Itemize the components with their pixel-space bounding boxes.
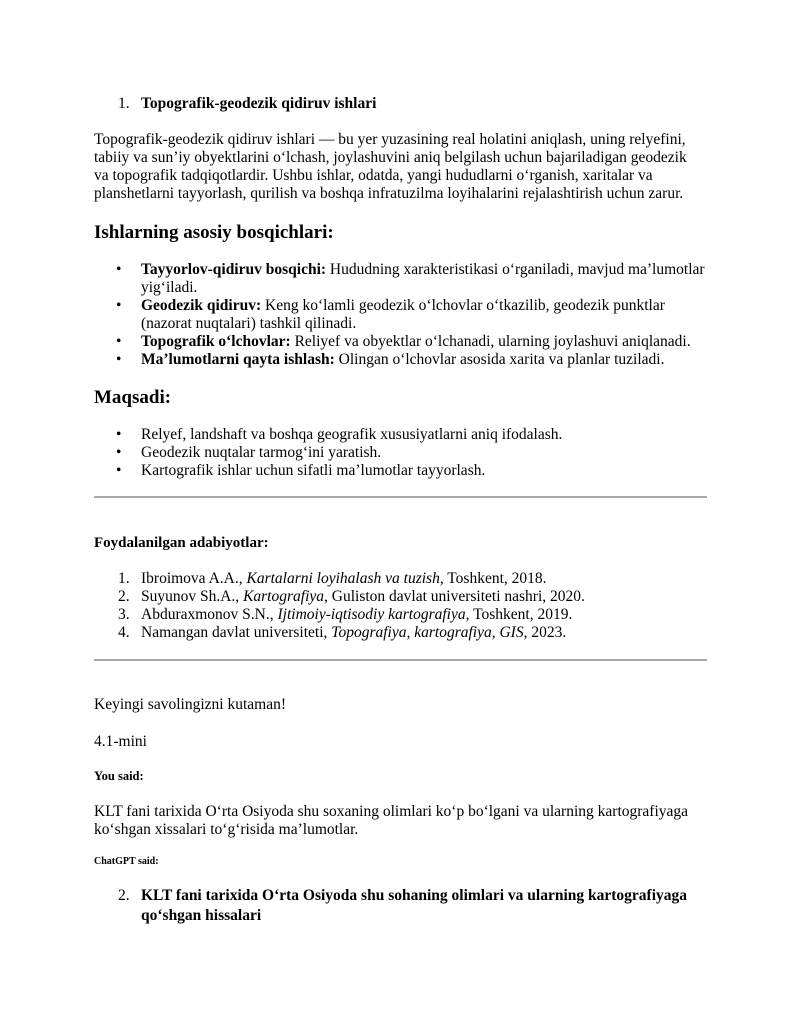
list-item: [94, 297, 708, 333]
answer-title: KLT fani tarixida O‘rta Osiyoda shu sohaning olimlari va ularning kartografiyaga qo‘shgan hissalari: [141, 887, 688, 924]
item-term: Geodezik qidiruv:: [141, 297, 262, 314]
section-title: Topografik-geodezik qidiruv ishlari: [141, 95, 377, 112]
references-list: [94, 570, 708, 642]
references-heading: Foydalanilgan adabiyotlar:: [94, 535, 269, 551]
list-item: [94, 351, 708, 369]
list-item: [94, 570, 708, 588]
ref-author: Namangan davlat universiteti,: [141, 624, 332, 641]
list-item: [94, 588, 708, 606]
bullet-icon: •: [116, 297, 122, 314]
goal-list: [94, 426, 708, 480]
list-item: [94, 261, 708, 297]
ref-author: Abduraxmonov S.N.,: [141, 606, 278, 623]
ref-title: Ijtimoiy-iqtisodiy kartografiya: [277, 606, 466, 623]
item-text: Olingan o‘lchovlar asosida xarita va planlar tuziladi.: [338, 351, 665, 368]
item-text: Keng ko‘lamli geodezik o‘lchovlar o‘tkazilib, geodezik punktlar (nazorat nuqtalari) tashkil qilinadi.: [141, 297, 665, 332]
list-item: [94, 333, 708, 351]
item-number: 2.: [118, 588, 130, 605]
item-term: Topografik o‘lchovlar:: [141, 333, 291, 350]
item-text: Kartografik ishlar uchun sifatli ma’lumotlar tayyorlash.: [141, 462, 486, 479]
item-number: 1.: [118, 570, 130, 587]
intro-paragraph: Topografik-geodezik qidiruv ishlari — bu yer yuzasining real holatini aniqlash, uning relyefini, tabiiy va sun’iy obyektlarini o‘lchash, joylashuvini aniq belgilash uchun bajariladigan geodezik va topografik tadqiqotlardir. Ushbu ishlar, odatda, yangi hududlarni o‘rganish, xaritalar va planshetlarni tayyorlash, qurilish va boshqa infratuzilma loyihalarini rejalashtirish uchun zarur.: [94, 131, 687, 202]
ref-title: Topografiya, kartografiya, GIS: [331, 624, 524, 641]
list-item: [94, 462, 708, 480]
item-term: Ma’lumotlarni qayta ishlash:: [141, 351, 335, 368]
user-message: KLT fani tarixida O‘rta Osiyoda shu soxaning olimlari ko‘p bo‘lgani va ularning kartografiyaga ko‘shgan xissalari to‘g‘risida ma’lumotlar.: [94, 803, 689, 838]
model-label: 4.1-mini: [94, 733, 147, 750]
answer-heading: [94, 886, 708, 928]
item-text: Hududning xarakteristikasi o‘rganiladi, mavjud ma’lumotlar yig‘iladi.: [141, 261, 705, 296]
item-text: Geodezik nuqtalar tarmog‘ini yaratish.: [141, 444, 382, 461]
you-said-label: You said:: [94, 769, 144, 783]
list-item: [94, 444, 708, 462]
ref-rest: , Toshkent, 2018.: [439, 570, 547, 587]
bullet-icon: •: [116, 333, 122, 350]
ref-title: Kartografiya: [243, 588, 325, 605]
bullet-icon: •: [116, 462, 122, 479]
item-text: Reliyef va obyektlar o‘lchanadi, ularning joylashuvi aniqlanadi.: [294, 333, 691, 350]
bullet-icon: •: [116, 261, 122, 278]
chatgpt-said-label: ChatGPT said:: [94, 856, 159, 867]
section-heading: [94, 95, 708, 115]
goal-heading: Maqsadi:: [94, 387, 172, 408]
divider: [94, 659, 707, 661]
item-number: 4.: [118, 624, 130, 641]
bullet-icon: •: [116, 444, 122, 461]
section-number: 1.: [118, 95, 130, 112]
stages-list: [94, 261, 708, 369]
item-term: Tayyorlov-qidiruv bosqichi:: [141, 261, 327, 278]
ref-rest: , 2023.: [523, 624, 567, 641]
list-item: [94, 426, 708, 444]
ref-rest: , Toshkent, 2019.: [465, 606, 573, 623]
ref-author: Suyunov Sh.A.,: [141, 588, 244, 605]
item-number: 3.: [118, 606, 130, 623]
list-item: [94, 606, 708, 624]
divider: [94, 496, 707, 498]
ref-title: Kartalarni loyihalash va tuzish: [246, 570, 440, 587]
ref-rest: , Guliston davlat universiteti nashri, 2020.: [324, 588, 585, 605]
closing-message: Keyingi savolingizni kutaman!: [94, 696, 286, 713]
answer-number: 2.: [118, 887, 130, 904]
ref-author: Ibroimova A.A.,: [141, 570, 247, 587]
bullet-icon: •: [116, 426, 122, 443]
list-item: [94, 624, 708, 642]
bullet-icon: •: [116, 351, 122, 368]
item-text: Relyef, landshaft va boshqa geografik xususiyatlarni aniq ifodalash.: [141, 426, 563, 443]
stages-heading: Ishlarning asosiy bosqichlari:: [94, 222, 334, 243]
